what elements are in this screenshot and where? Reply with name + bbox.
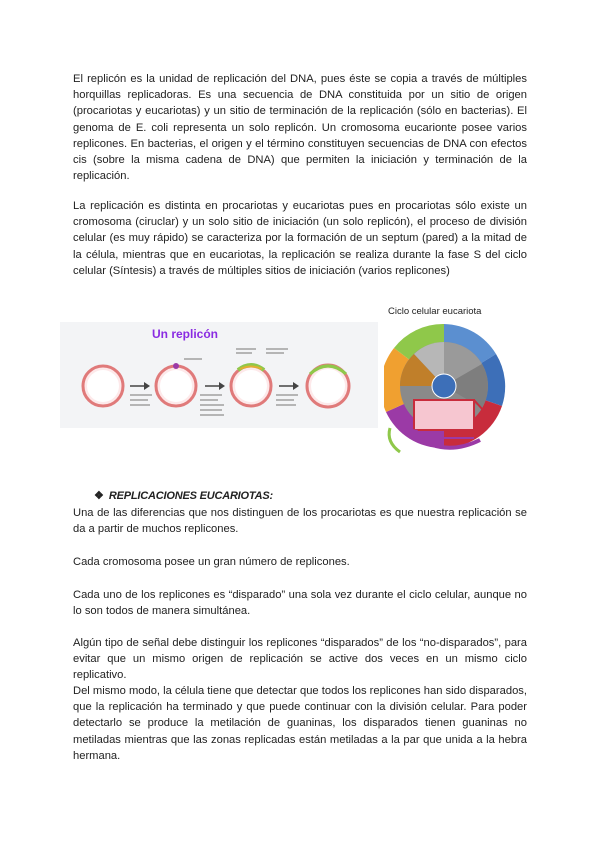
- cell-cycle-figure: [384, 302, 510, 462]
- paragraph-replicon-definition: El replicón es la unidad de replicación del DNA, pues éste se copia a través de múltiples horquillas replicadoras. Es una secuencia de DNA constituida por un sitio de origen (procariotas y eucariotas) y un sitio de terminación de la replicación (sólo en bacterias). El genoma de E. coli representa un solo replicón. Un cromosoma eucarionte posee varios replicones. En bacterias, el origen y el término constituyen secuencias de DNA con efectos cis (sobre la misma cadena de DNA) que permiten la iniciación y terminación de la replicación.: [73, 73, 527, 183]
- section-heading: [94, 489, 273, 502]
- diamond-bullet-icon: ❖: [94, 490, 104, 502]
- section-paragraph-4: Algún tipo de señal debe distinguir los replicones “disparados” de los “no-disparados”, para evitar que un mismo origen de replicación se active dos veces en un mismo ciclo replicativo.: [73, 637, 527, 682]
- cell-cycle-figure-title: Ciclo celular eucariota: [388, 306, 482, 317]
- section-paragraph-5: Del mismo modo, la célula tiene que detectar que todos los replicones han sido disparados, que la replicación ha terminado y que puede continuar con la división celular. Para poder detectarlo se produce la metilación de guaninas, los disparados tienen guaninas no metiladas mientras que las zonas replicadas están metiladas a la par que unida a la hebra hermana.: [73, 685, 527, 762]
- replicon-circle-4: [307, 365, 349, 407]
- replicon-figure: [60, 322, 378, 428]
- replicon-figure-title: Un replicón: [152, 327, 219, 341]
- section-paragraph-1: Una de las diferencias que nos distinguen de los procariotas es que nuestra replicación se da a partir de muchos replicones.: [73, 507, 527, 536]
- replicon-circle-3: [231, 365, 271, 406]
- section-paragraph-3: Cada uno de los replicones es “disparado” una sola vez durante el ciclo celular, aunque no lo son todos de manera simultánea.: [73, 589, 527, 618]
- paragraph-prokaryote-vs-eukaryote: La replicación es distinta en procariotas y eucariotas pues en procariotas sólo existe un cromosoma (ciruclar) y un solo sitio de iniciación (un solo replicón), el proceso de división celular (es muy rápido) se caracteriza por la formación de un septum (pared) a la mitad de la célula, mientras que en eucariotas, la replicación se realiza durante la fase S del ciclo celular (Síntesis) a través de múltiples sitios de iniciación (varios replicones): [73, 200, 527, 277]
- replicon-circle-1: [83, 366, 123, 406]
- section-paragraph-2: Cada cromosoma posee un gran número de replicones.: [73, 556, 350, 568]
- section-heading-text: REPLICACIONES EUCARIOTAS:: [108, 490, 273, 502]
